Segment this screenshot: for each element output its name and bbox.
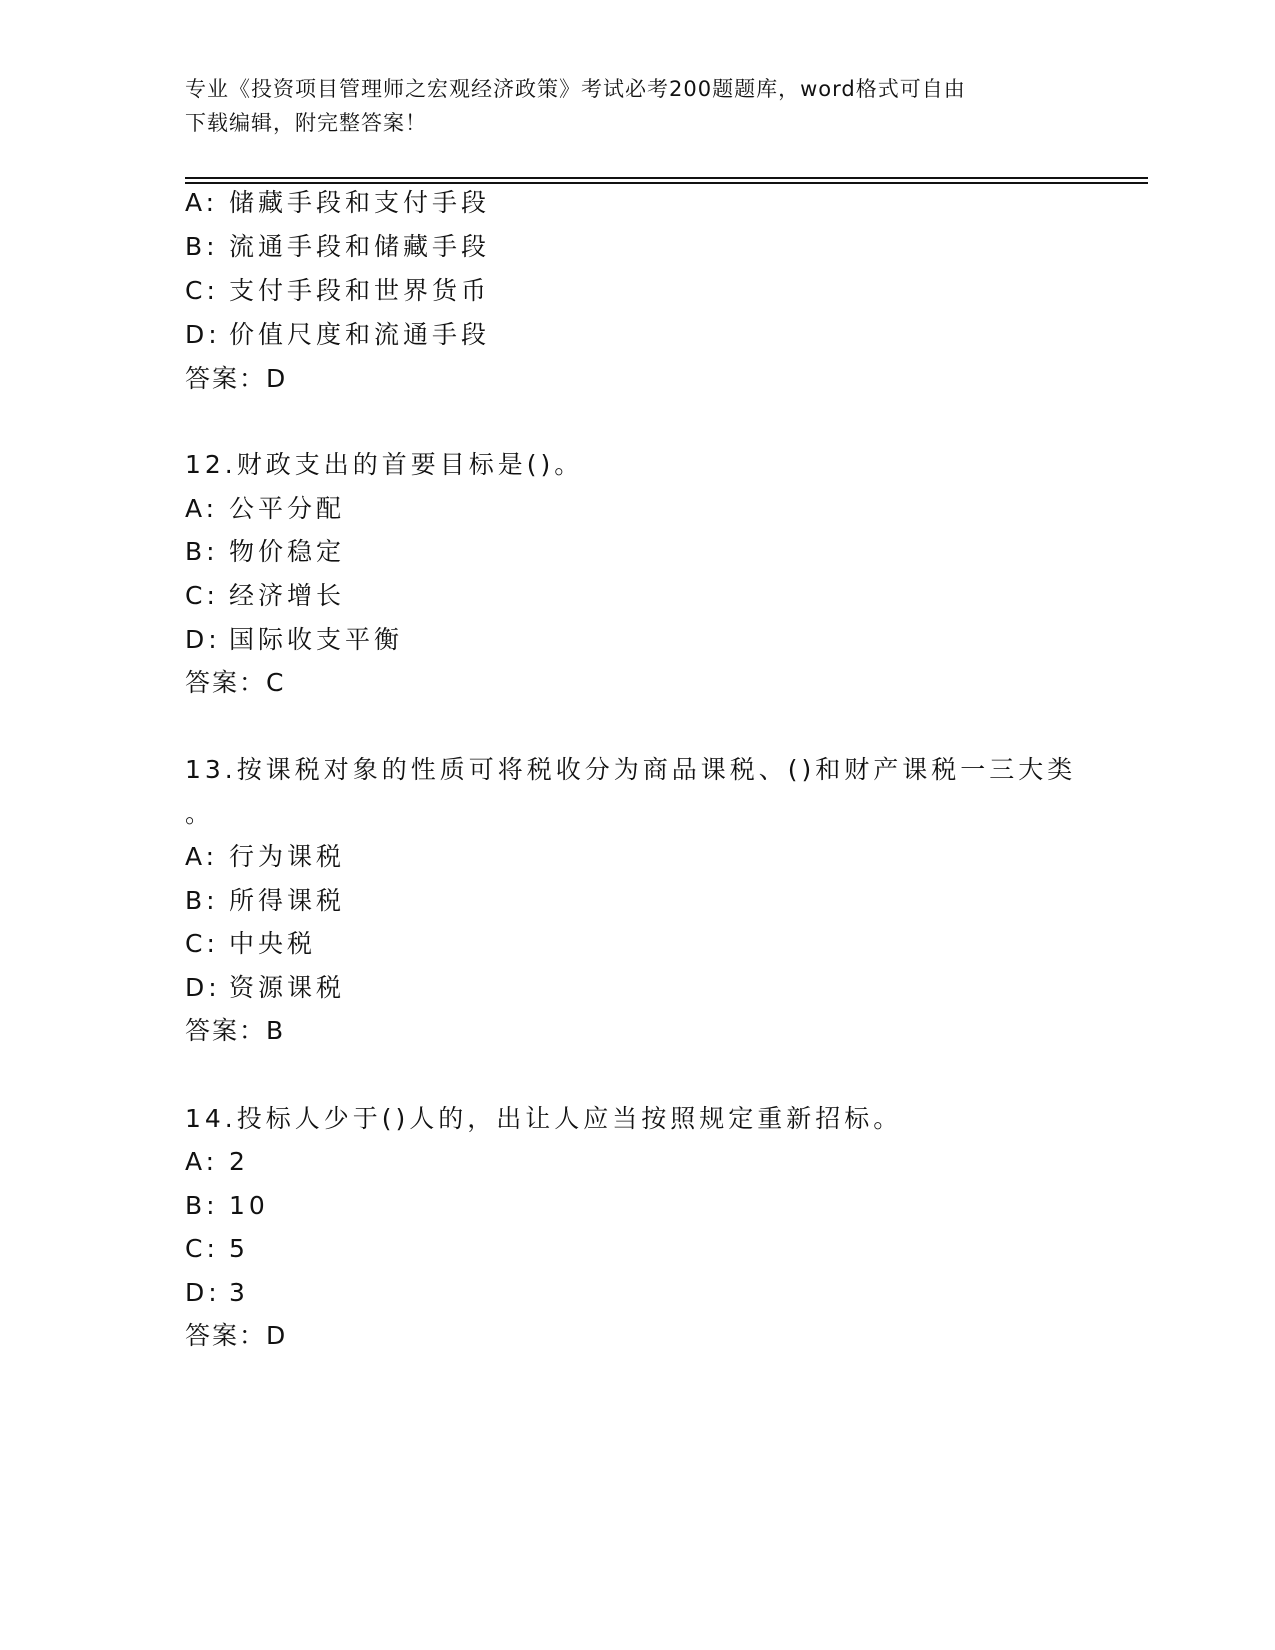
option-letter: B: <box>185 1191 219 1220</box>
option-text: 5 <box>229 1234 249 1263</box>
q14-question: 14.投标人少于()人的，出让人应当按照规定重新招标。 <box>185 1104 903 1133</box>
q11-option-b <box>185 230 490 264</box>
option-letter: B: <box>185 232 219 261</box>
option-letter: C: <box>185 581 219 610</box>
q11-option-d <box>185 318 490 352</box>
option-text: 所得课税 <box>229 886 346 915</box>
option-letter: A: <box>185 842 219 871</box>
q14-option-c <box>185 1232 249 1266</box>
document-header <box>185 72 1085 140</box>
q13-question-line-1: 13.按课税对象的性质可将税收分为商品课税、()和财产课税一三大类 <box>185 755 1077 784</box>
option-letter: D: <box>185 320 221 349</box>
q14-option-b <box>185 1189 269 1223</box>
option-text: 流通手段和储藏手段 <box>229 232 491 261</box>
q13-option-a <box>185 840 345 874</box>
option-text: 国际收支平衡 <box>229 625 404 654</box>
option-text: 支付手段和世界货币 <box>229 276 491 305</box>
option-text: 物价稳定 <box>229 537 346 566</box>
header-line-2: 下载编辑，附完整答案！ <box>185 111 427 135</box>
option-text: 中央税 <box>229 929 317 958</box>
q14-option-a <box>185 1145 249 1179</box>
option-letter: C: <box>185 276 219 305</box>
option-letter: A: <box>185 494 219 523</box>
q11-option-a <box>185 186 490 220</box>
q14-option-d <box>185 1276 249 1310</box>
q12-option-d <box>185 623 403 657</box>
q13-question-line-2: 。 <box>185 799 215 828</box>
q12-option-c <box>185 579 345 613</box>
q11-option-c <box>185 274 490 308</box>
option-text: 经济增长 <box>229 581 346 610</box>
option-text: 公平分配 <box>229 494 346 523</box>
option-letter: C: <box>185 929 219 958</box>
option-letter: A: <box>185 188 219 217</box>
option-letter: D: <box>185 1278 221 1307</box>
option-letter: B: <box>185 537 219 566</box>
option-text: 2 <box>229 1147 249 1176</box>
option-letter: B: <box>185 886 219 915</box>
option-text: 储藏手段和支付手段 <box>229 188 491 217</box>
option-text: 价值尺度和流通手段 <box>229 320 491 349</box>
option-text: 行为课税 <box>229 842 346 871</box>
option-letter: C: <box>185 1234 219 1263</box>
option-text: 10 <box>229 1191 269 1220</box>
q12-question: 12.财政支出的首要目标是()。 <box>185 450 584 479</box>
q13-option-b <box>185 884 345 918</box>
q13-option-c <box>185 927 316 961</box>
q12-option-b <box>185 535 345 569</box>
q12-answer: 答案：C <box>185 668 286 697</box>
q13-option-d <box>185 971 345 1005</box>
option-text: 资源课税 <box>229 973 346 1002</box>
header-divider-top <box>185 177 1148 179</box>
q11-answer: 答案：D <box>185 364 288 393</box>
q13-answer: 答案：B <box>185 1016 286 1045</box>
option-letter: D: <box>185 973 221 1002</box>
option-text: 3 <box>229 1278 249 1307</box>
q14-answer: 答案：D <box>185 1321 288 1350</box>
option-letter: A: <box>185 1147 219 1176</box>
header-divider-bottom <box>185 182 1148 184</box>
option-letter: D: <box>185 625 221 654</box>
q12-option-a <box>185 492 345 526</box>
header-line-1: 专业《投资项目管理师之宏观经济政策》考试必考200题题库，word格式可自由 <box>185 77 966 101</box>
